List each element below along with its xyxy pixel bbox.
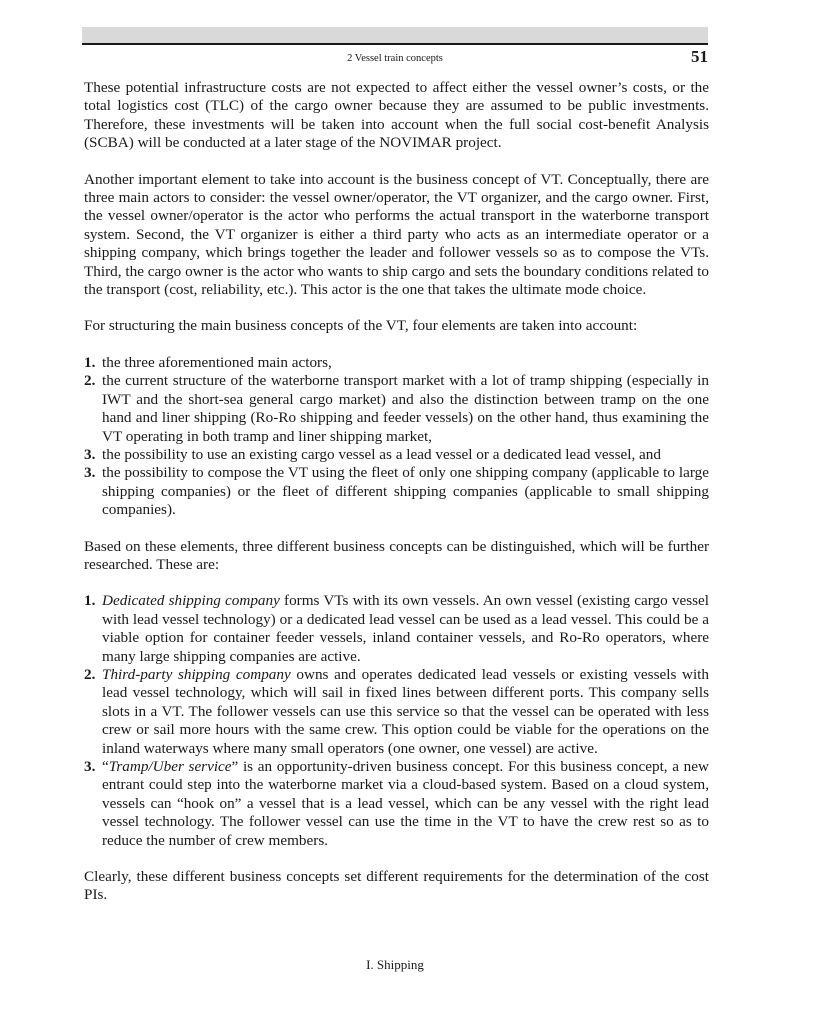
elements-list [84,354,709,520]
list-number: 2. [84,665,96,683]
footer-section: I. Shipping [366,957,424,972]
paragraph: For structuring the main business concepts of the VT, four elements are taken into account: [84,317,638,335]
list-text: owns and operates dedicated lead vessels or existing vessels with lead vessel technology, which will sail in fixed lines between different ports. This company sells slots in a VT. The follower vessels can use this service so that the vessel can be operated with less crew or sail more hours with the same crew. This option could be viable for the operations on the inland waterways where many small operators (one owner, one vessel) are active. [102,665,709,757]
page-number: 51 [691,47,708,66]
header-band [82,27,708,43]
list-item [84,372,709,446]
list-item [84,666,709,758]
list-item [84,354,709,372]
list-number: 3. [84,445,96,463]
concept-name: Tramp/Uber service [108,758,232,775]
open-quote: “ [102,758,109,775]
list-text: the possibility to use an existing cargo vessel as a lead vessel or a dedicated lead vessel, and [102,445,661,463]
running-head: 2 Vessel train concepts [347,53,443,64]
concept-name: Third-party shipping company [102,665,291,683]
list-item [84,446,709,464]
paragraph: These potential infrastructure costs are not expected to affect either the vessel owner’s costs, or the total logistics cost (TLC) of the cargo owner because they are assumed to be public investments. Therefore, these investments will be taken into account when the full social cost-benefit Analysis (SCBA) will be conducted at a later stage of the NOVIMAR project. [84,79,709,152]
paragraph: Another important element to take into account is the business concept of VT. Conceptually, there are three main actors to consider: the vessel owner/operator, the VT organizer, and the cargo owner. First, the vessel owner/operator is the actor who performs the actual transport in the waterborne transport system. Second, the VT organizer is either a third party who acts as an intermediate operator or a shipping company, which brings together the leader and follower vessels so as to compose the VTs. Third, the cargo owner is the actor who wants to ship cargo and sets the boundary conditions related to the transport (cost, reliability, etc.). This actor is the one that takes the ultimate mode choice. [84,170,709,299]
list-number: 3. [84,464,96,482]
paragraph: Based on these elements, three different business concepts can be distinguished, which will be further researched. These are: [84,537,709,573]
list-number: 3. [84,758,96,775]
list-text: the possibility to compose the VT using the fleet of only one shipping company (applicable to large shipping companies) or the fleet of different shipping companies (applicable to small shipping companies). [102,464,709,519]
list-text: the current structure of the waterborne transport market with a lot of tramp shipping (especially in IWT and the short-sea general cargo market) and also the distinction between tramp on the one hand and liner shipping (Ro-Ro shipping and feeder vessels) on the other hand, thus examining the VT operating in both tramp and liner shipping market, [102,372,709,445]
list-item [84,758,709,850]
list-text: forms VTs with its own vessels. An own vessel (existing cargo vessel with lead vessel technology) or a dedicated lead vessel can be used as a lead vessel. This could be a viable option for container feeder vessels, inland container vessels, and Ro-Ro operators, where many large shipping companies are active. [102,592,710,665]
list-number: 2. [84,372,96,390]
paragraph: Clearly, these different business concepts set different requirements for the determination of the cost PIs. [84,868,709,904]
list-text: the three aforementioned main actors, [102,353,332,371]
page-body [84,79,709,923]
list-item [84,592,709,666]
concept-name: Dedicated shipping company [102,592,280,610]
list-item [84,464,709,519]
list-text: ” is an opportunity-driven business concept. For this business concept, a new entrant could step into the waterborne market via a cloud-based system. Based on a cloud system, vessels can “hook on” a vessel that is a lead vessel, which can be any vessel with the right lead vessel technology. The follower vessel can use the time in the VT to have the crew rest so as to reduce the number of crew members. [102,758,709,849]
list-number: 1. [84,353,96,371]
header-rule [82,43,708,45]
concepts-list [84,592,709,850]
list-number: 1. [84,592,96,610]
